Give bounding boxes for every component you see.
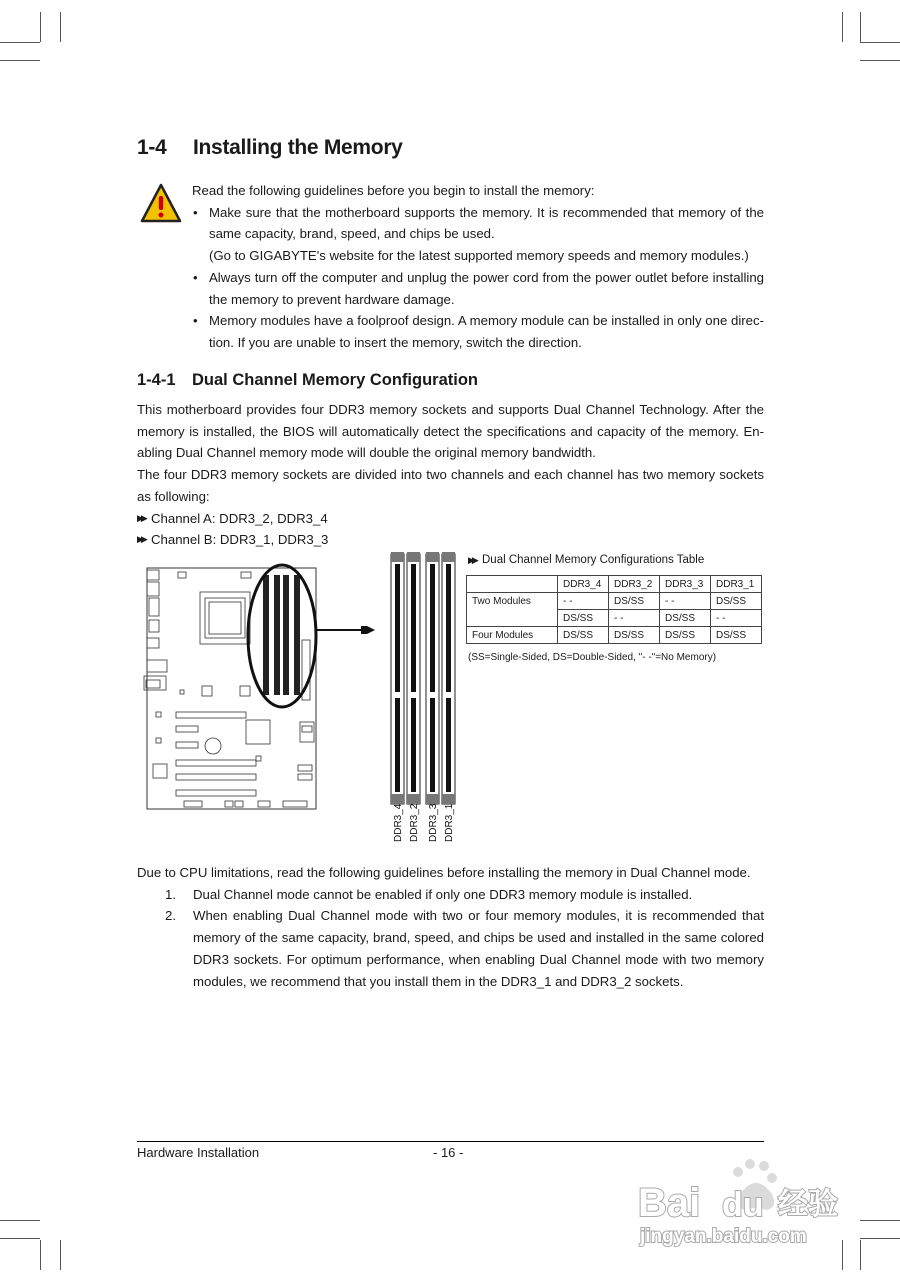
watermark-cn: 经验 [778, 1188, 838, 1221]
table-row [467, 627, 762, 644]
list-item [137, 884, 764, 906]
dimm-label-ddr3-2: DDR3_2 [409, 803, 420, 842]
list-item [192, 267, 764, 310]
table-cell: DS/SS [609, 593, 660, 610]
footer-section: Hardware Installation [137, 1145, 260, 1160]
crop-mark [860, 1238, 900, 1239]
motherboard-diagram [140, 560, 320, 812]
bullet-text: Memory modules have a foolproof design. A memory module can be installed in only one direc-tion. If you are unable to insert the memory, switch the direction. [209, 313, 764, 350]
table-header-cell: DDR3_4 [558, 576, 609, 593]
table-cell: DS/SS [711, 593, 762, 610]
channel-b-text: Channel B: DDR3_1, DDR3_3 [151, 532, 329, 548]
crop-mark [860, 1220, 900, 1221]
watermark-url: jingyan.baidu.com [640, 1226, 807, 1247]
bullet-note: (Go to GIGABYTE's website for the latest supported memory speeds and memory modules.) [209, 248, 749, 264]
crop-mark [0, 1220, 40, 1221]
item-text: Dual Channel mode cannot be enabled if only one DDR3 memory module is installed. [193, 886, 693, 902]
table-row [467, 593, 762, 610]
table-header-cell: DDR3_3 [660, 576, 711, 593]
subsection-title: Dual Channel Memory Configuration [192, 371, 479, 389]
channel-b-line [137, 529, 764, 551]
table-cell: - - [660, 593, 711, 610]
channel-a-line [137, 508, 764, 530]
list-item [192, 202, 764, 267]
subsection-number: 1-4-1 [137, 371, 176, 389]
watermark-brand: Bai [638, 1181, 701, 1225]
guidelines-list [137, 884, 764, 993]
crop-mark [0, 1238, 40, 1239]
double-arrow-icon: ▶▶ [137, 534, 145, 545]
table-cell: DS/SS [660, 627, 711, 644]
table-cell: - - [609, 610, 660, 627]
section-heading [137, 136, 403, 160]
crop-mark [860, 42, 900, 43]
item-number: 2. [165, 908, 176, 924]
intro-guidelines [192, 180, 764, 354]
bullet-text: Always turn off the computer and unplug the power cord from the power outlet before installing the memory to prevent hardware damage. [209, 269, 764, 307]
section-title: Installing the Memory [193, 136, 403, 159]
crop-mark [0, 60, 40, 61]
table-cell: - - [711, 610, 762, 627]
paragraph: The four DDR3 memory sockets are divided into two channels and each channel has two memory sockets as following: [137, 467, 764, 504]
crop-mark [860, 12, 861, 42]
row-label: Four Modules [467, 627, 558, 644]
list-item [137, 905, 764, 992]
section-number: 1-4 [137, 136, 167, 159]
table-header-cell: DDR3_1 [711, 576, 762, 593]
callout-arrow-icon [317, 626, 377, 634]
memory-config-table [466, 575, 762, 644]
warning-icon [140, 183, 182, 225]
table-cell: DS/SS [711, 627, 762, 644]
table-caption [468, 554, 704, 566]
dimm-label-ddr3-3: DDR3_3 [428, 803, 439, 842]
double-arrow-icon: ▶▶ [468, 554, 476, 565]
bullet-text: Make sure that the motherboard supports the memory. It is recommended that memory of the same capacity, brand, speed, and chips be used. [209, 204, 764, 242]
table-header-cell: DDR3_2 [609, 576, 660, 593]
crop-mark [842, 12, 843, 42]
table-legend: (SS=Single-Sided, DS=Double-Sided, "- -"=No Memory) [468, 652, 717, 663]
crop-mark [40, 12, 41, 42]
item-number: 1. [165, 886, 176, 902]
table-cell: DS/SS [660, 610, 711, 627]
crop-mark [60, 1240, 61, 1270]
channel-a-text: Channel A: DDR3_2, DDR3_4 [151, 510, 328, 526]
table-header-cell [467, 576, 558, 593]
guidelines-lead: Due to CPU limitations, read the following guidelines before installing the memory in Dual Channel mode. [137, 865, 751, 880]
page-number: - 16 - [433, 1145, 464, 1160]
table-cell: DS/SS [609, 627, 660, 644]
table-cell: - - [558, 593, 609, 610]
crop-mark [860, 1240, 861, 1270]
table-row [467, 610, 762, 627]
watermark-brand2: du [722, 1186, 764, 1224]
dimm-label-ddr3-4: DDR3_4 [393, 803, 404, 842]
subsection-heading [137, 371, 478, 390]
baidu-watermark [630, 1150, 850, 1250]
table-cell: DS/SS [558, 610, 609, 627]
dimm-label-ddr3-1: DDR3_1 [444, 803, 455, 842]
paragraph: This motherboard provides four DDR3 memory sockets and supports Dual Channel Technology. After the memory is installed, the BIOS will automatically detect the specifications and capacity of the memory. En-abling Dual Channel memory mode will double the original memory bandwidth. [137, 402, 764, 461]
table-cell: DS/SS [558, 627, 609, 644]
body-text [137, 399, 764, 551]
crop-mark [40, 1240, 41, 1270]
double-arrow-icon: ▶▶ [137, 512, 145, 523]
crop-mark [860, 60, 900, 61]
crop-mark [0, 42, 40, 43]
dimm-slots-diagram [390, 550, 470, 845]
crop-mark [60, 12, 61, 42]
list-item [192, 310, 764, 353]
dual-channel-guidelines [137, 862, 764, 992]
table-header-row [467, 576, 762, 593]
table-caption-text: Dual Channel Memory Configurations Table [482, 554, 705, 566]
intro-lead: Read the following guidelines before you begin to install the memory: [192, 183, 595, 198]
item-text: When enabling Dual Channel mode with two or four memory modules, it is recommended that memory of the same capacity, brand, speed, and chips be used and installed in the same colored DDR3 sockets. For optimum performance, when enabling Dual Channel mode with two memory modules, we recommend that you install them in the DDR3_1 and DDR3_2 sockets. [193, 908, 764, 989]
row-label-empty [467, 610, 558, 627]
intro-list [192, 202, 764, 354]
footer-rule [137, 1141, 764, 1142]
row-label: Two Modules [467, 593, 558, 610]
